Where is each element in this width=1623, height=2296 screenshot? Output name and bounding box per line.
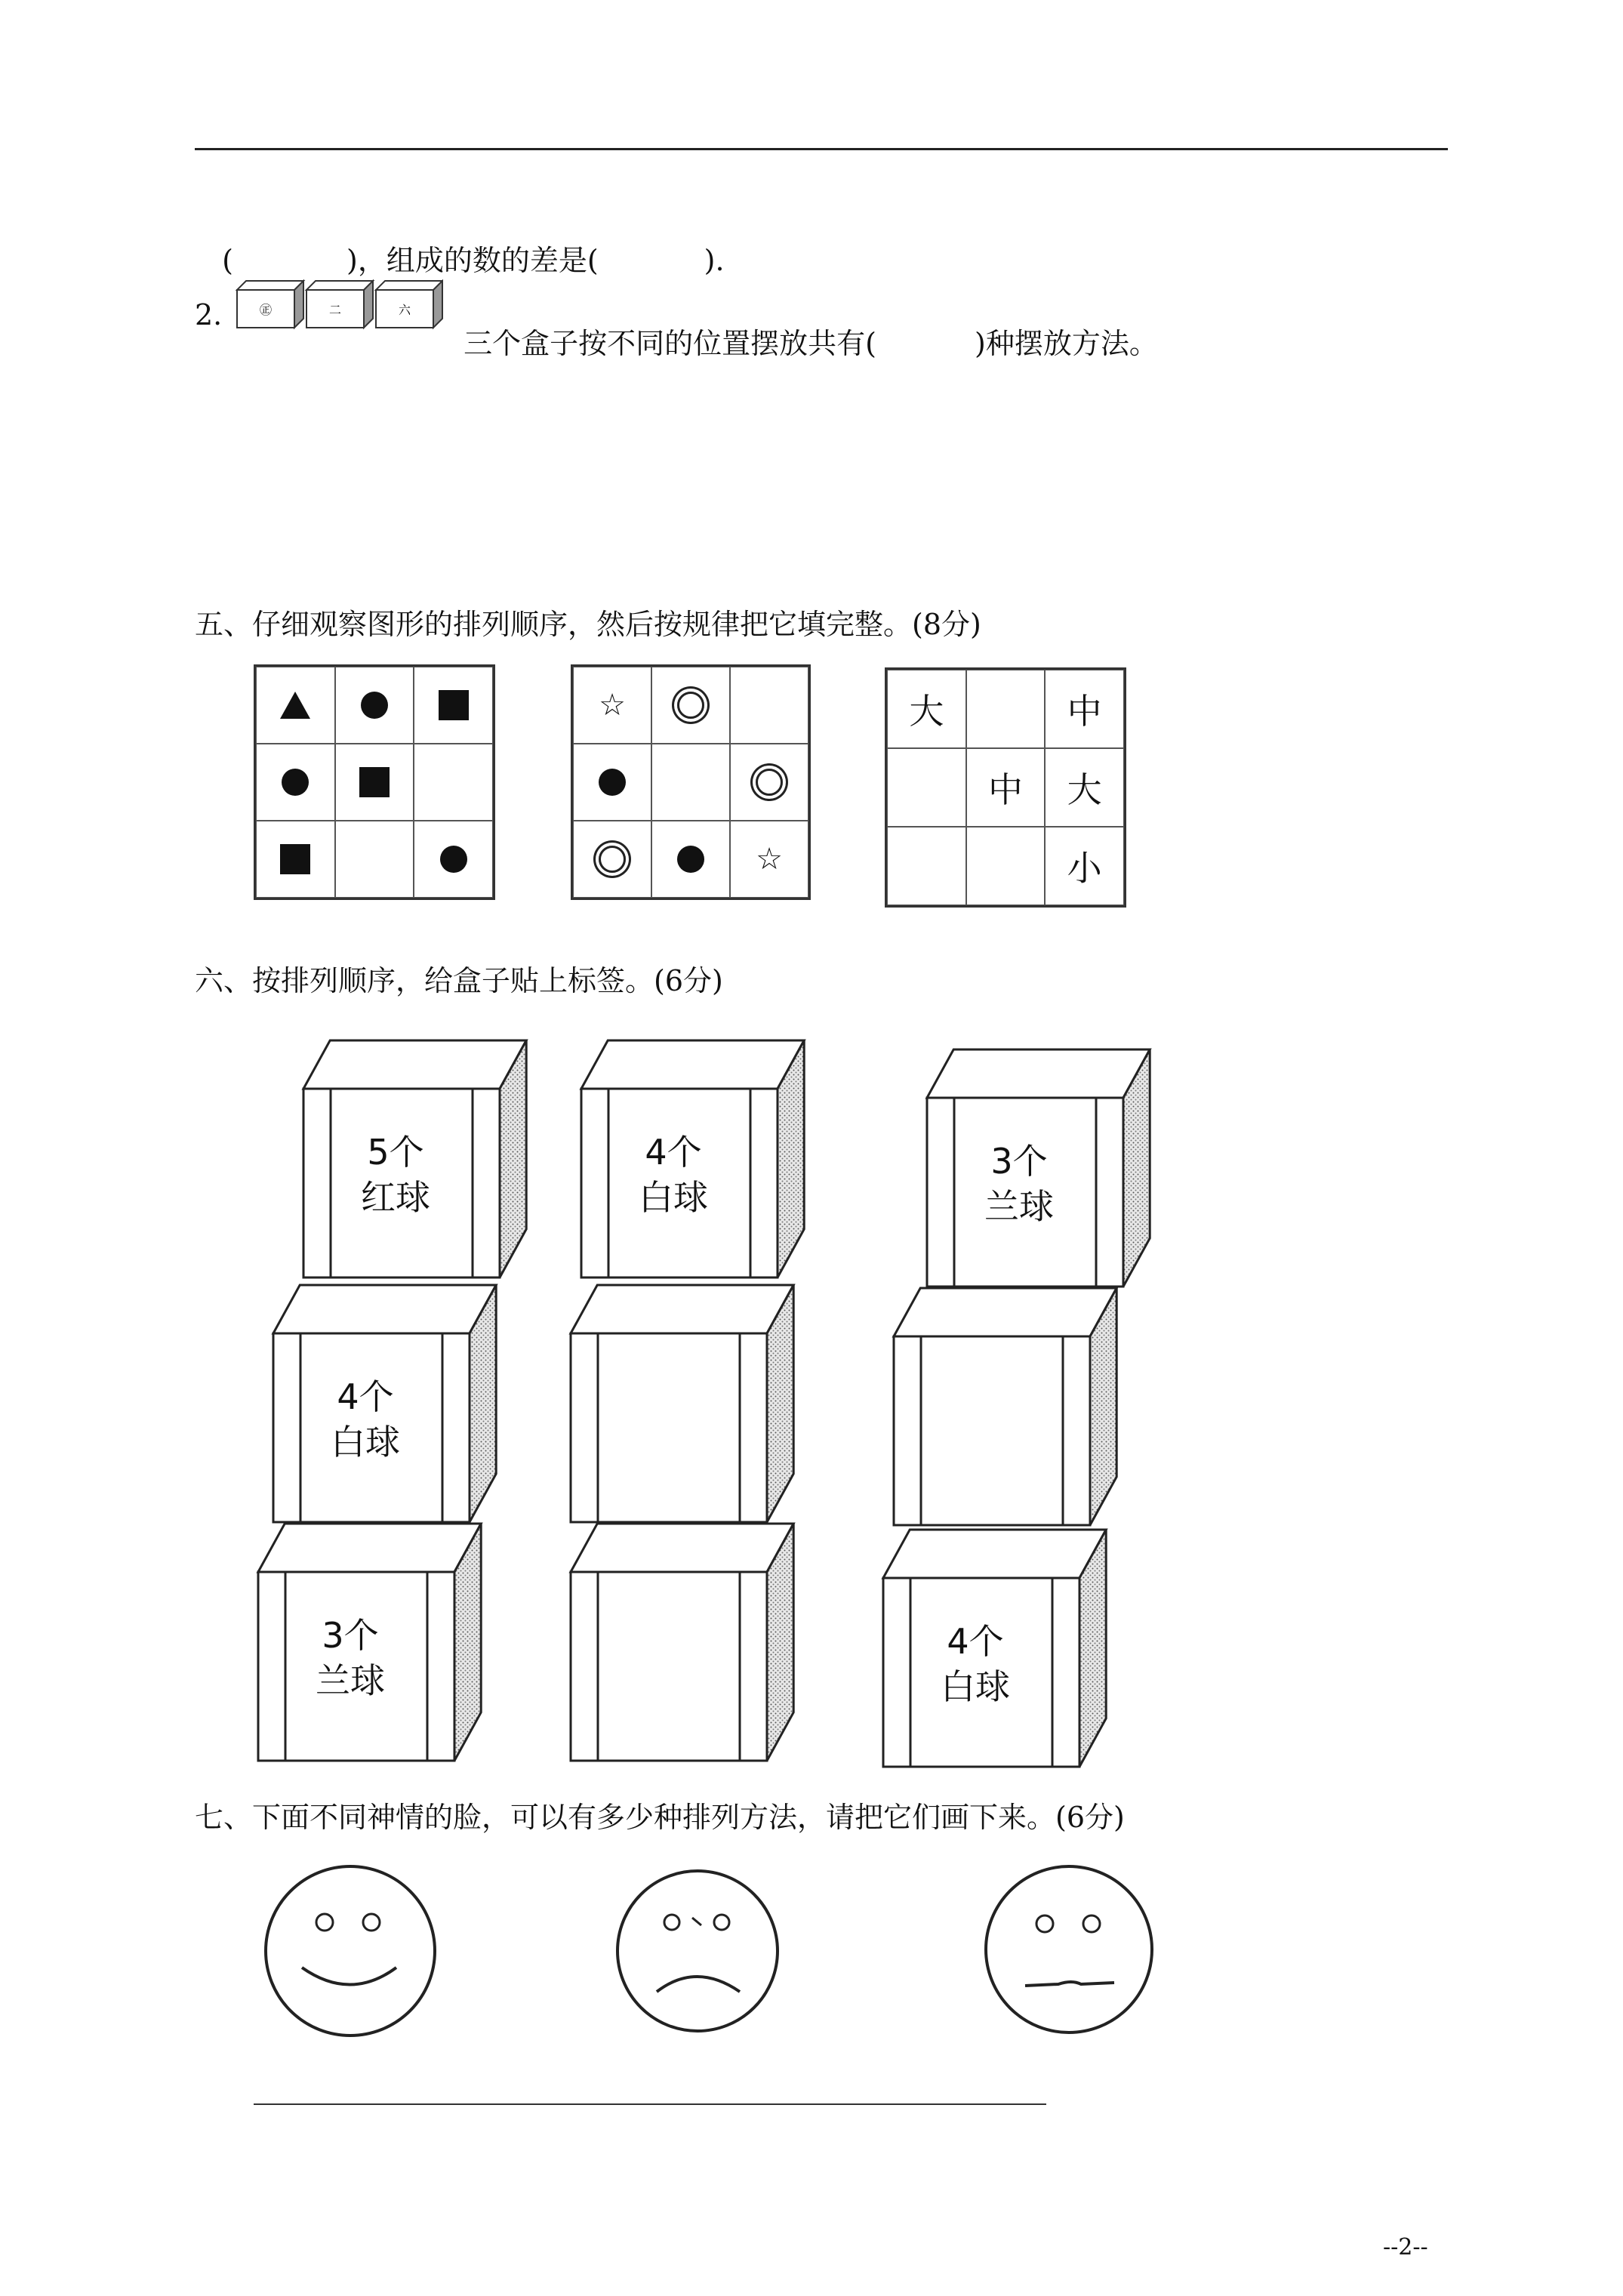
- grid-cell: 大: [1045, 748, 1124, 827]
- box-label-count: 4个: [645, 1132, 702, 1173]
- q2-text-part2: )种摆放方法。: [975, 327, 1158, 360]
- section6-title: 六、按排列顺序，给盒子贴上标签。(6分): [195, 964, 723, 997]
- footer-rule: [254, 2103, 1046, 2105]
- label-box: [303, 1040, 526, 1277]
- label-box-empty[interactable]: [571, 1524, 793, 1761]
- box-label-count: 4个: [947, 1621, 1004, 1662]
- label-box: [581, 1040, 804, 1277]
- q2-number: 2.: [195, 298, 223, 331]
- star-icon: ☆: [756, 842, 783, 877]
- section5-title: 五、仔细观察图形的排列顺序，然后按规律把它填完整。(8分): [195, 608, 981, 641]
- box-label-color: 兰球: [316, 1660, 385, 1701]
- label-box-empty[interactable]: [571, 1285, 793, 1522]
- section7-title: 七、下面不同神情的脸，可以有多少种排列方法，请把它们画下来。(6分): [195, 1801, 1125, 1834]
- faces-row: [257, 1862, 1185, 2048]
- box-label: 六: [398, 303, 411, 317]
- grid-cell: 中: [1045, 670, 1124, 748]
- neutral-face-icon: [986, 1866, 1152, 2032]
- label-box: [927, 1049, 1150, 1287]
- difference-text: )，组成的数的差是(: [346, 244, 599, 277]
- box-label-color: 白球: [941, 1666, 1010, 1707]
- box-label: 二: [328, 303, 342, 317]
- q2-text-part1: 三个盒子按不同的位置摆放共有(: [463, 327, 876, 360]
- box-label-color: 兰球: [984, 1186, 1054, 1227]
- page-number: --2--: [1383, 2234, 1428, 2261]
- label-box-empty[interactable]: [894, 1288, 1116, 1525]
- box-label: ㊣: [259, 303, 273, 317]
- paren-close: ).: [704, 244, 725, 277]
- paren-open: (: [222, 244, 233, 277]
- box-label-count: 3个: [322, 1615, 379, 1656]
- box-label-count: 5个: [367, 1132, 424, 1173]
- box-label-color: 白球: [639, 1177, 708, 1218]
- label-box: [883, 1530, 1106, 1767]
- grid-cell: 小: [1045, 827, 1124, 905]
- box-label-count: 3个: [990, 1141, 1048, 1182]
- frowning-face-icon: [617, 1871, 778, 2031]
- smiling-face-icon: [266, 1866, 435, 2036]
- grid-cell: 中: [966, 748, 1046, 827]
- label-box: [273, 1285, 496, 1522]
- label-box: [258, 1524, 481, 1761]
- star-icon: ☆: [599, 688, 626, 723]
- grid-cell: 大: [887, 670, 966, 748]
- box-label-color: 白球: [331, 1422, 400, 1462]
- box-label-color: 红球: [361, 1177, 430, 1218]
- box-label-count: 4个: [337, 1376, 394, 1417]
